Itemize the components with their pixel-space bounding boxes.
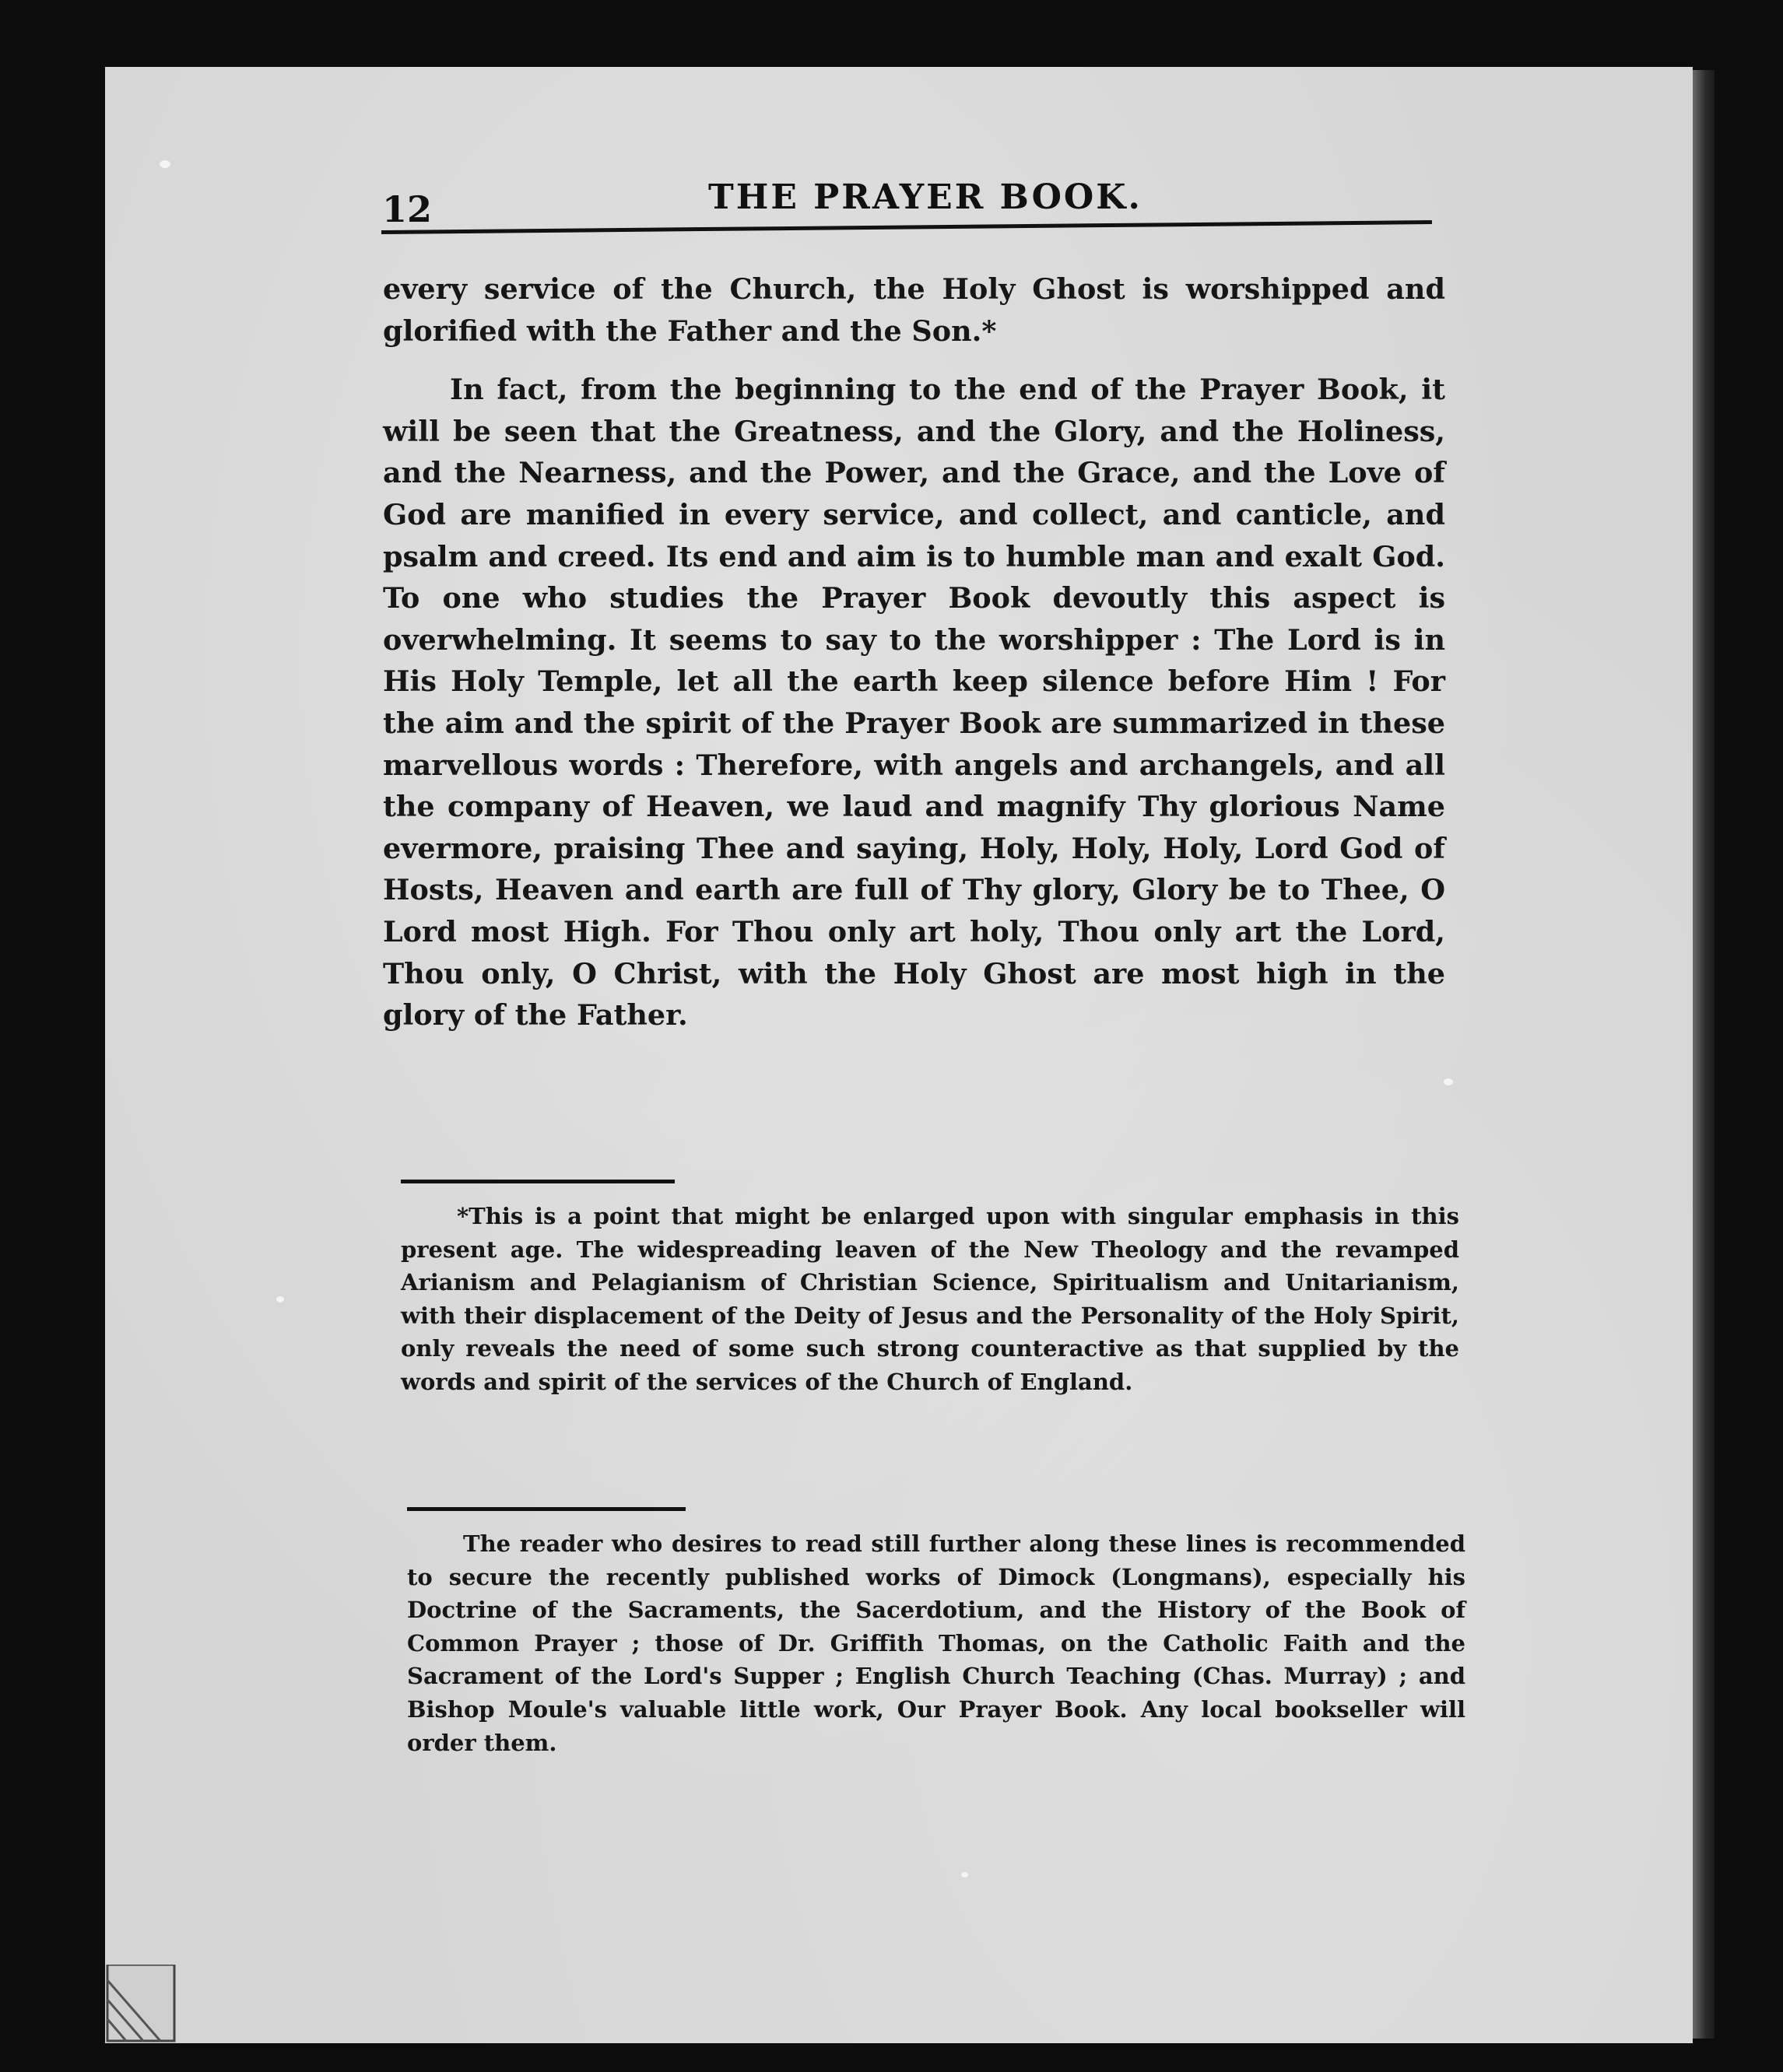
paper-speck [961,1872,968,1877]
footnote-asterisk [401,1200,1459,1399]
page-corner-mark [106,1965,176,2042]
footnote-text: The reader who desires to read still further along these lines is recommended to secure the recently published works of Dimock (Longmans), especially his Doctrine of the Sacraments, the Sacerdotium, and the History of the Book of Common Prayer ; those of Dr. Griffith Thomas, on the Catholic Faith and the Sacrament of the Lord's Supper ; English Church Teaching (Chas. Murray) ; and Bishop Moule's valuable little work, Our Prayer Book. Any local bookseller will order them. [407,1530,1465,1756]
paragraph-continuation: every service of the Church, the Holy Ghost is worshipped and glorified with the Father and the Son.* [383,272,1445,348]
footnote-rule [407,1507,686,1511]
footnote-rule [401,1180,675,1183]
main-text [383,268,1445,1036]
footnote-text: *This is a point that might be enlarged upon with singular emphasis in this present age. The widespreading leaven of the New Theology and the revamped Arianism and Pelagianism of Christian Science, Spiritualism and Unitarianism, with their displacement of the Deity of Jesus and the Personality of the Holy Spirit, only reveals the need of some such strong counteractive as that supplied by the words and spirit of the services of the Church of England. [401,1203,1459,1395]
paper-speck [276,1296,284,1302]
page-edge-shadow [1693,70,1715,2039]
paper-speck [160,160,170,168]
paper-speck [1444,1078,1453,1085]
running-title: THE PRAYER BOOK. [708,177,1142,217]
page-number: 12 [382,188,433,230]
paragraph: In fact, from the beginning to the end of the Prayer Book, it will be seen that the Greatness, and the Glory, and the Holiness, and the Nearness, and the Power, and the Grace, and the Love of God are manified in every service, and collect, and canticle, and psalm and creed. Its end and aim is to humble man and exalt God. To one who studies the Prayer Book devoutly this aspect is overwhelming. It seems to say to the worshipper : The Lord is in His Holy Temple, let all the earth keep silence before Him ! For the aim and the spirit of the Prayer Book are summarized in these marvellous words : Therefore, with angels and archangels, and all the company of Heaven, we laud and magnify Thy glorious Name evermore, praising Thee and saying, Holy, Holy, Holy, Lord God of Hosts, Heaven and earth are full of Thy glory, Glory be to Thee, O Lord most High. For Thou only art holy, Thou only art the Lord, Thou only, O Christ, with the Holy Ghost are most high in the glory of the Father. [383,373,1445,1032]
footnote-reading [407,1527,1465,1759]
